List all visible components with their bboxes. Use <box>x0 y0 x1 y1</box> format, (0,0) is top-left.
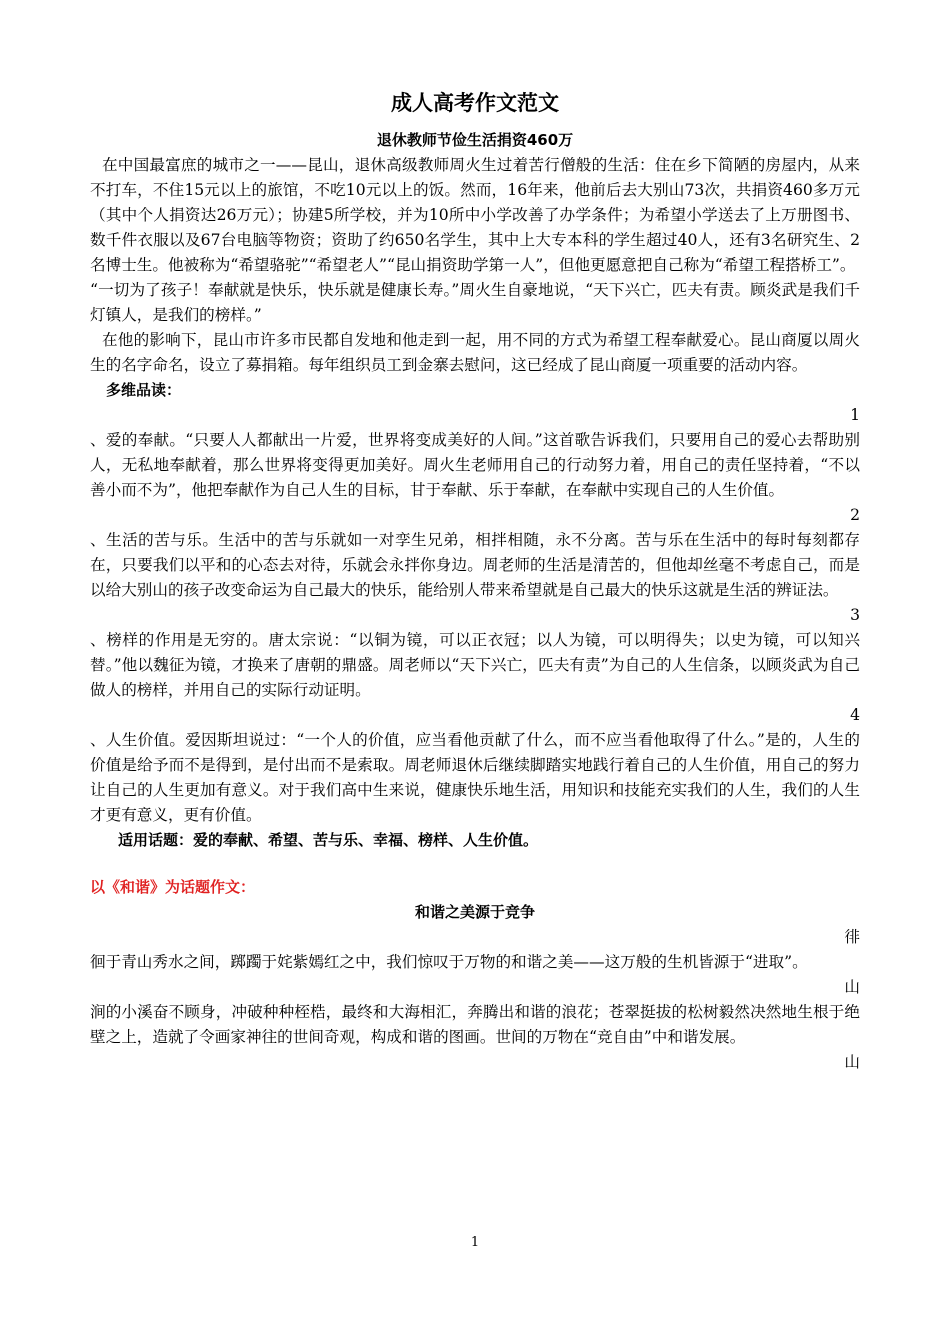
segment-lead: 徘 <box>844 928 860 946</box>
point-text: 、人生价值。爱因斯坦说过：“一个人的价值，应当看他贡献了什么，而不应当看他取得了什么。”是的，人生的价值是给予而不是得到，是付出而不是索取。周老师退休后继续脚踏实地践行着自己的人生价值，用自己的努力让自己的人生更加有意义。对于我们高中生来说，健康快乐地生活，用知识和技能充实我们的人生，我们的人生才更有意义，更有价值。 <box>90 731 860 824</box>
spacer <box>90 853 860 875</box>
segment-text: 徊于青山秀水之间，踯躅于姹紫嫣红之中，我们惊叹于万物的和谐之美——这万般的生机皆源于“进取”。 <box>90 953 808 971</box>
applicable-topics: 适用话题：爱的奉献、希望、苦与乐、幸福、榜样、人生价值。 <box>118 831 539 849</box>
point-number: 4 <box>850 706 860 724</box>
segment-text: 涧的小溪奋不顾身，冲破种种桎梏，最终和大海相汇，奔腾出和谐的浪花；苍翠挺拔的松树毅然决然地生根于绝壁之上，造就了令画家神往的世间奇观，构成和谐的图画。世间的万物在“竞自由”中和谐发展。 <box>90 1003 860 1046</box>
point-number: 3 <box>850 606 860 624</box>
reading-heading: 多维品读： <box>106 381 182 399</box>
section-label: 以《和谐》为话题作文： <box>90 878 256 896</box>
point-number: 1 <box>850 406 860 424</box>
paragraph: “一切为了孩子！奉献就是快乐，快乐就是健康长寿。”周火生自豪地说，“天下兴亡，匹夫有责。顾炎武是我们千灯镇人，是我们的榜样。” <box>90 281 860 324</box>
document-title: 成人高考作文范文 <box>391 91 559 115</box>
page-number: 1 <box>470 1235 480 1250</box>
document-body <box>90 153 860 1075</box>
point-number: 2 <box>850 506 860 524</box>
segment-lead: 山 <box>844 1053 860 1071</box>
point-text: 、生活的苦与乐。生活中的苦与乐就如一对孪生兄弟，相拌相随，永不分离。苦与乐在生活中的每时每刻都存在，只要我们以平和的心态去对待，乐就会永拌你身边。周老师的生活是清苦的，但他却丝毫不考虑自己，而是以给大别山的孩子改变命运为自己最大的快乐，能给别人带来希望就是自己最大的快乐这就是生活的辨证法。 <box>90 531 860 599</box>
essay-headline: 和谐之美源于竞争 <box>414 903 535 921</box>
segment-lead: 山 <box>844 978 860 996</box>
paragraph: 在中国最富庶的城市之一——昆山，退休高级教师周火生过着苦行僧般的生活：住在乡下简陋的房屋内，从来不打车，不住15元以上的旅馆，不吃10元以上的饭。然而，16年来，他前后去大别山73次，共捐资460多万元（其中个人捐资达26万元）；协建5所学校，并为10所中小学改善了办学条件；为希望小学送去了上万册图书、数千件衣服以及67台电脑等物资；资助了约650名学生，其中上大专本科的学生超过40人，还有3名研究生、2名博士生。他被称为“希望骆驼”“希望老人”“昆山捐资助学第一人”，但他更愿意把自己称为“希望工程搭桥工”。 <box>90 156 860 274</box>
point-text: 、爱的奉献。“只要人人都献出一片爱，世界将变成美好的人间。”这首歌告诉我们，只要用自己的爱心去帮助别人，无私地奉献着，那么世界将变得更加美好。周火生老师用自己的行动努力着，用自己的责任坚持着，“不以善小而不为”，他把奉献作为自己人生的目标，甘于奉献、乐于奉献，在奉献中实现自己的人生价值。 <box>90 431 860 499</box>
paragraph: 在他的影响下，昆山市许多市民都自发地和他走到一起，用不同的方式为希望工程奉献爱心。昆山商厦以周火生的名字命名，设立了募捐箱。每年组织员工到金寨去慰问，这已经成了昆山商厦一项重要的活动内容。 <box>90 331 860 374</box>
point-text: 、榜样的作用是无穷的。唐太宗说：“以铜为镜，可以正衣冠；以人为镜，可以明得失；以史为镜，可以知兴替。”他以魏征为镜，才换来了唐朝的鼎盛。周老师以“天下兴亡，匹夫有责”为自己的人生信条，以顾炎武为自己做人的榜样，并用自己的实际行动证明。 <box>90 631 860 699</box>
article-headline: 退休教师节俭生活捐资460万 <box>376 131 574 149</box>
